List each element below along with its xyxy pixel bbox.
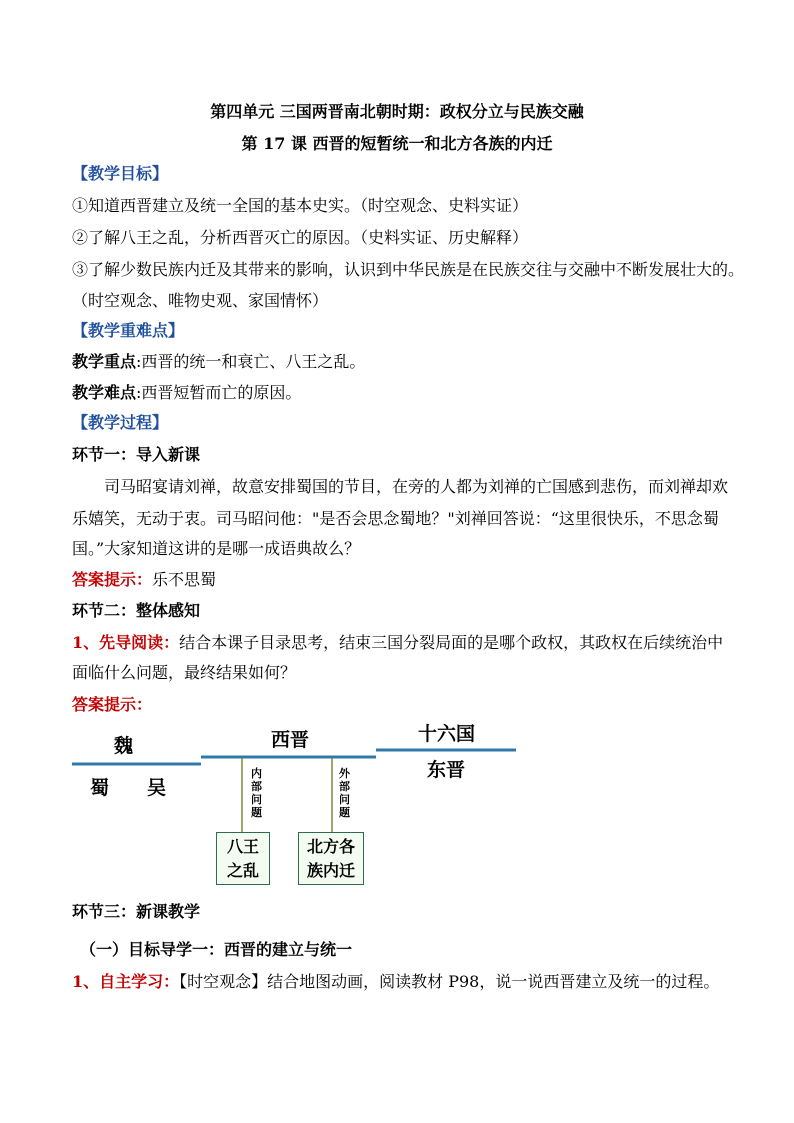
step3-section: （一）目标导学一：西晋的建立与统一 — [80, 940, 353, 959]
teaching-difficulty-label: 教学难点 — [72, 383, 137, 402]
step1-title: 环节一：导入新课 — [72, 445, 201, 464]
northern-migration-box: 北方各 族内迁 — [298, 832, 364, 885]
step1-para-line3: 国。”大家知道这讲的是哪一成语典故么？ — [72, 539, 361, 558]
era-western-jin: 西晋 — [271, 729, 310, 751]
step3-task-label: 1、自主学习： — [72, 972, 180, 991]
objective-item-1: ①知道西晋建立及统一全国的基本史实。（时空观念、史料实证） — [72, 196, 529, 215]
history-timeline-diagram — [0, 715, 794, 890]
eight-princes-box: 八王 之乱 — [216, 832, 270, 885]
objective-item-3: ③了解少数民族内迁及其带来的影响，认识到中华民族是在民族交往与交融中不断发展壮大的。 — [72, 260, 745, 279]
step2-answer-label: 答案提示： — [72, 695, 153, 714]
step2-task-text: 结合本课子目录思考，结束三国分裂局面的是哪个政权，其政权在后续统治中 — [179, 633, 724, 652]
step2-task-line2: 面临什么问题，最终结果如何？ — [72, 663, 297, 682]
era-sixteen-kingdoms: 十六国 — [418, 723, 476, 745]
key-points-heading: 【教学重难点】 — [72, 321, 185, 340]
step3-task — [72, 972, 719, 992]
teaching-difficulty-text: :西晋短暂而亡的原因。 — [136, 383, 302, 402]
teaching-focus-label: 教学重点 — [72, 352, 137, 371]
unit-title: 第四单元 三国两晋南北朝时期：政权分立与民族交融 — [210, 102, 584, 121]
step2-title: 环节二：整体感知 — [72, 601, 201, 620]
objectives-heading: 【教学目标】 — [72, 164, 169, 183]
step3-title: 环节三：新课教学 — [72, 902, 201, 921]
step2-task-label: 1、先导阅读： — [72, 633, 180, 652]
external-problem-label: 外 部 问 题 — [339, 767, 350, 819]
era-wei: 魏 — [114, 735, 134, 757]
step1-answer-label: 答案提示： — [72, 570, 153, 589]
internal-problem-label: 内 部 问 题 — [251, 767, 262, 819]
objective-item-3-cont: （时空观念、唯物史观、家国情怀） — [72, 291, 329, 310]
era-eastern-jin: 东晋 — [427, 759, 466, 781]
step1-para-line1: 司马昭宴请刘禅，故意安排蜀国的节目，在旁的人都为刘禅的亡国感到悲伤，而刘禅却欢 — [104, 477, 729, 496]
step1-answer-text: 乐不思蜀 — [152, 570, 217, 589]
step1-para-line2: 乐嬉笑，无动于衷。司马昭问他："是否会思念蜀地？"刘禅回答说：“这里很快乐，不思念蜀 — [72, 509, 719, 528]
era-wu: 吴 — [147, 777, 167, 799]
teaching-difficulty — [72, 383, 301, 403]
teaching-focus — [72, 352, 365, 372]
objective-item-2: ②了解八王之乱，分析西晋灭亡的原因。（史料实证、历史解释） — [72, 228, 529, 247]
step2-task-line1 — [72, 633, 723, 653]
process-heading: 【教学过程】 — [72, 413, 169, 432]
era-shu: 蜀 — [90, 777, 110, 799]
teaching-focus-text: :西晋的统一和衰亡、八王之乱。 — [136, 352, 366, 371]
step1-answer — [72, 570, 216, 590]
step3-task-text: 【时空观念】结合地图动画，阅读教材 P98，说一说西晋建立及统一的过程。 — [179, 972, 720, 991]
lesson-title: 第 17 课 西晋的短暂统一和北方各族的内迁 — [241, 134, 553, 153]
